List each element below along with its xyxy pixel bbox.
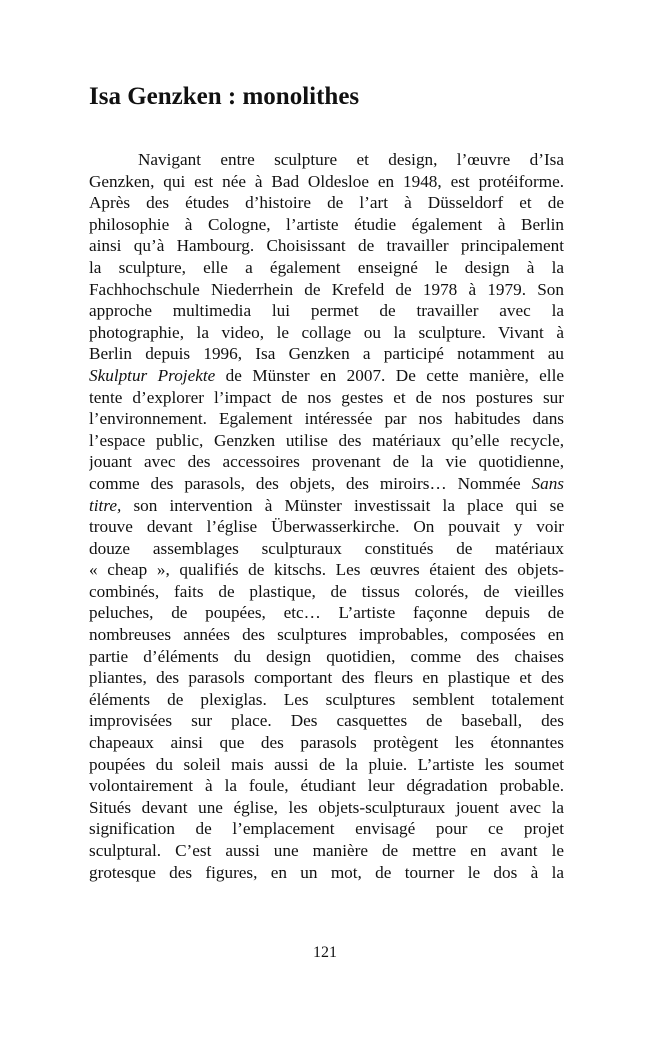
body-text xyxy=(89,149,564,883)
text-segment: peluches, de poupées, etc… L’artiste façonne depuis de xyxy=(89,603,564,623)
text-segment: poupées du soleil mais aussi de la pluie. L’artiste les soumet xyxy=(89,754,564,774)
text-line xyxy=(89,192,564,214)
page-title: Isa Genzken : monolithes xyxy=(89,83,360,110)
text-line xyxy=(89,430,564,452)
text-line xyxy=(89,387,564,409)
text-segment: tente d’explorer l’impact de nos gestes et de nos postures sur xyxy=(89,387,564,407)
text-segment: sculptural. C’est aussi une manière de mettre en avant le xyxy=(89,841,564,860)
text-segment: pliantes, des parasols comportant des fleurs en plastique et des xyxy=(89,668,564,688)
text-line xyxy=(89,214,564,236)
text-segment: photographie, la video, le collage ou la sculpture. Vivant à xyxy=(89,322,564,342)
text-line xyxy=(89,365,564,387)
text-segment: approche multimedia lui permet de travailler avec la xyxy=(89,301,564,321)
text-line xyxy=(89,862,564,884)
text-line xyxy=(89,300,564,322)
text-segment: l’environnement. Egalement intéressée par nos habitudes dans xyxy=(89,409,564,429)
text-line xyxy=(89,646,564,668)
text-segment: l’espace public, Genzken utilise des matériaux qu’elle recycle, xyxy=(89,430,564,450)
text-line xyxy=(89,581,564,603)
text-segment: de Münster en 2007. De cette manière, elle xyxy=(215,365,564,385)
text-segment: Berlin depuis 1996, Isa Genzken a participé notamment au xyxy=(89,344,564,364)
text-line xyxy=(89,171,564,193)
text-line xyxy=(89,667,564,689)
text-segment: chapeaux ainsi que des parasols protègent les étonnantes xyxy=(89,733,564,753)
text-line xyxy=(89,775,564,797)
text-line xyxy=(89,495,564,517)
text-line xyxy=(89,559,564,581)
text-segment: Genzken, qui est née à Bad Oldesloe en 1948, est protéiforme. xyxy=(89,171,564,191)
text-line xyxy=(89,149,564,171)
text-line xyxy=(89,840,564,862)
text-segment: son intervention à Münster investissait la place qui se xyxy=(121,495,564,515)
text-line xyxy=(89,408,564,430)
text-line xyxy=(89,322,564,344)
text-line xyxy=(89,257,564,279)
text-segment: signification de l’emplacement envisagé pour ce projet xyxy=(89,819,564,839)
text-line xyxy=(89,279,564,301)
text-segment: comme des parasols, des objets, des miroirs… Nommée xyxy=(89,473,532,493)
text-line xyxy=(89,797,564,819)
text-segment: Navigant entre sculpture et design, l’œuvre d’Isa xyxy=(138,150,564,169)
text-line xyxy=(89,343,564,365)
text-segment: volontairement à la foule, étudiant leur dégradation probable. xyxy=(89,776,564,796)
text-line xyxy=(89,602,564,624)
text-segment: Situés devant une église, les objets-sculpturaux jouent avec la xyxy=(89,797,564,817)
italic-text: Skulptur Projekte xyxy=(89,365,216,385)
text-line xyxy=(89,516,564,538)
text-segment: nombreuses années des sculptures improbables, composées en xyxy=(89,625,564,645)
text-line xyxy=(89,732,564,754)
text-segment: Fachhochschule Niederrhein de Krefeld de 1978 à 1979. Son xyxy=(89,279,564,299)
text-line xyxy=(89,689,564,711)
text-line xyxy=(89,624,564,646)
text-line xyxy=(89,473,564,495)
text-segment: improvisées sur place. Des casquettes de baseball, des xyxy=(89,711,564,731)
text-segment: la sculpture, elle a également enseigné le design à la xyxy=(89,257,564,277)
text-line xyxy=(89,235,564,257)
italic-text: Sans xyxy=(531,473,564,493)
text-segment: jouant avec des accessoires provenant de la vie quotidienne, xyxy=(89,452,564,472)
text-line xyxy=(89,451,564,473)
text-segment: Après des études d’histoire de l’art à Düsseldorf et de xyxy=(89,193,564,213)
text-line xyxy=(89,538,564,560)
text-line xyxy=(89,818,564,840)
text-line xyxy=(89,754,564,776)
text-segment: grotesque des figures, en un mot, de tourner le dos à la xyxy=(89,862,564,882)
text-line xyxy=(89,710,564,732)
text-segment: éléments de plexiglas. Les sculptures semblent totalement xyxy=(89,689,564,709)
italic-text: titre, xyxy=(89,495,122,515)
page-number: 121 xyxy=(313,944,337,961)
text-segment: philosophie à Cologne, l’artiste étudie également à Berlin xyxy=(89,214,564,234)
text-segment: ainsi qu’à Hambourg. Choisissant de travailler principalement xyxy=(89,236,564,256)
text-segment: combinés, faits de plastique, de tissus colorés, de vieilles xyxy=(89,581,564,601)
text-segment: trouve devant l’église Überwasserkirche. On pouvait y voir xyxy=(89,517,564,537)
text-segment: partie d’éléments du design quotidien, comme des chaises xyxy=(89,646,564,666)
text-segment: douze assemblages sculpturaux constitués de matériaux xyxy=(89,538,564,558)
text-segment: « cheap », qualifiés de kitschs. Les œuvres étaient des objets- xyxy=(89,560,564,580)
